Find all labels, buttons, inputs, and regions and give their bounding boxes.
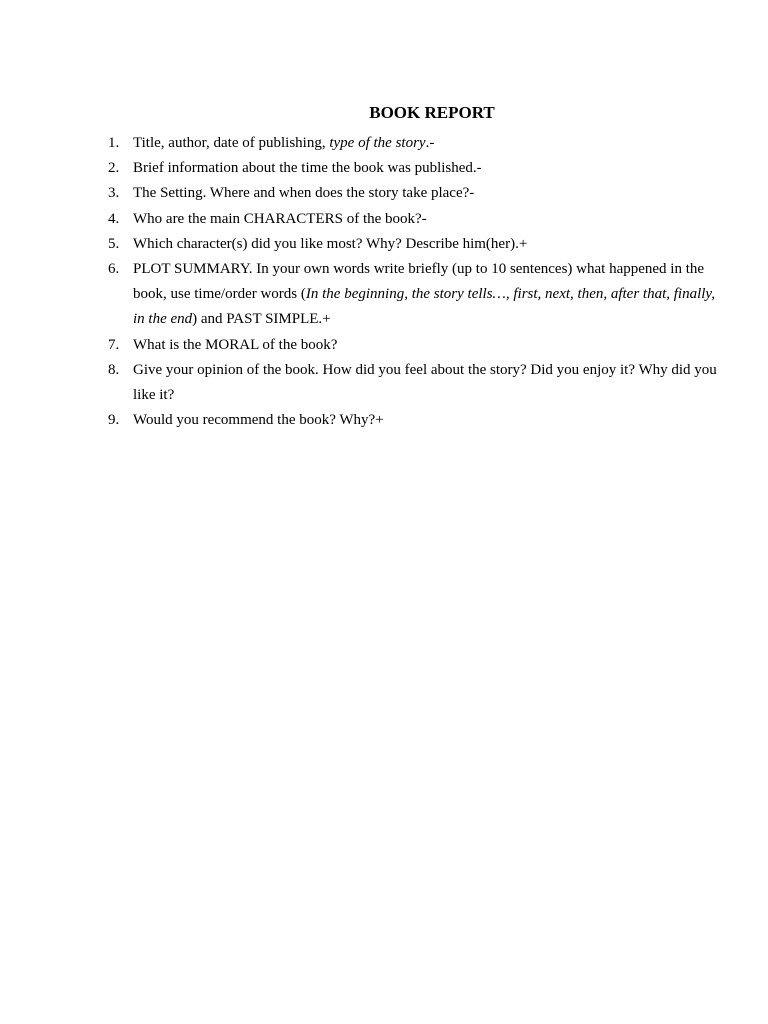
list-item-number: 8. <box>108 361 120 378</box>
list-item-text <box>133 236 527 252</box>
text-segment: Would you recommend the book? Why?+ <box>133 412 384 429</box>
list-item-text <box>133 211 427 227</box>
list-item-text <box>133 135 434 151</box>
report-question-list <box>108 131 730 433</box>
list-item-number: 9. <box>108 412 120 429</box>
list-item <box>108 232 730 257</box>
text-segment: What is the MORAL of the book? <box>133 336 338 353</box>
list-item-number: 5. <box>108 235 120 252</box>
list-item <box>108 257 730 333</box>
list-item-text <box>133 261 715 327</box>
text-segment: .- <box>425 135 435 151</box>
page-title: BOOK REPORT <box>369 103 495 122</box>
list-item <box>108 333 730 358</box>
list-item <box>108 207 730 232</box>
text-segment: Give your opinion of the book. How did you feel about the story? Did you enjoy it? Why did you like it? <box>133 361 717 404</box>
list-item-text <box>133 412 384 428</box>
list-item <box>108 358 730 408</box>
list-item-number: 1. <box>108 135 120 151</box>
list-item-number: 7. <box>108 336 120 353</box>
italic-text-segment: In the beginning, the story tells…, first, next, then, after that, finally, in the end <box>133 286 716 328</box>
list-item-text <box>133 185 474 201</box>
list-item <box>108 181 730 206</box>
list-item <box>108 156 730 181</box>
italic-text-segment: type of the story <box>329 135 426 151</box>
list-item-number: 4. <box>108 210 120 227</box>
list-item-number: 3. <box>108 185 120 202</box>
text-segment: Title, author, date of publishing, <box>133 135 330 151</box>
text-segment: Which character(s) did you like most? Why? Describe him(her).+ <box>133 235 528 252</box>
text-segment: PLOT SUMMARY. In your own words write briefly (up to 10 sentences) what happened in the book, use time/order words ( <box>133 261 705 303</box>
list-item <box>108 131 730 156</box>
list-item-text <box>133 337 337 353</box>
text-segment: Brief information about the time the book was published.- <box>133 160 482 177</box>
list-item-number: 6. <box>108 261 120 278</box>
list-item <box>108 408 730 433</box>
list-item-number: 2. <box>108 160 120 177</box>
text-segment: ) and PAST SIMPLE.+ <box>192 311 331 328</box>
list-item-text <box>133 160 482 176</box>
text-segment: The Setting. Where and when does the story take place?- <box>133 185 475 202</box>
text-segment: Who are the main CHARACTERS of the book?- <box>133 210 427 227</box>
list-item-text <box>133 362 717 403</box>
